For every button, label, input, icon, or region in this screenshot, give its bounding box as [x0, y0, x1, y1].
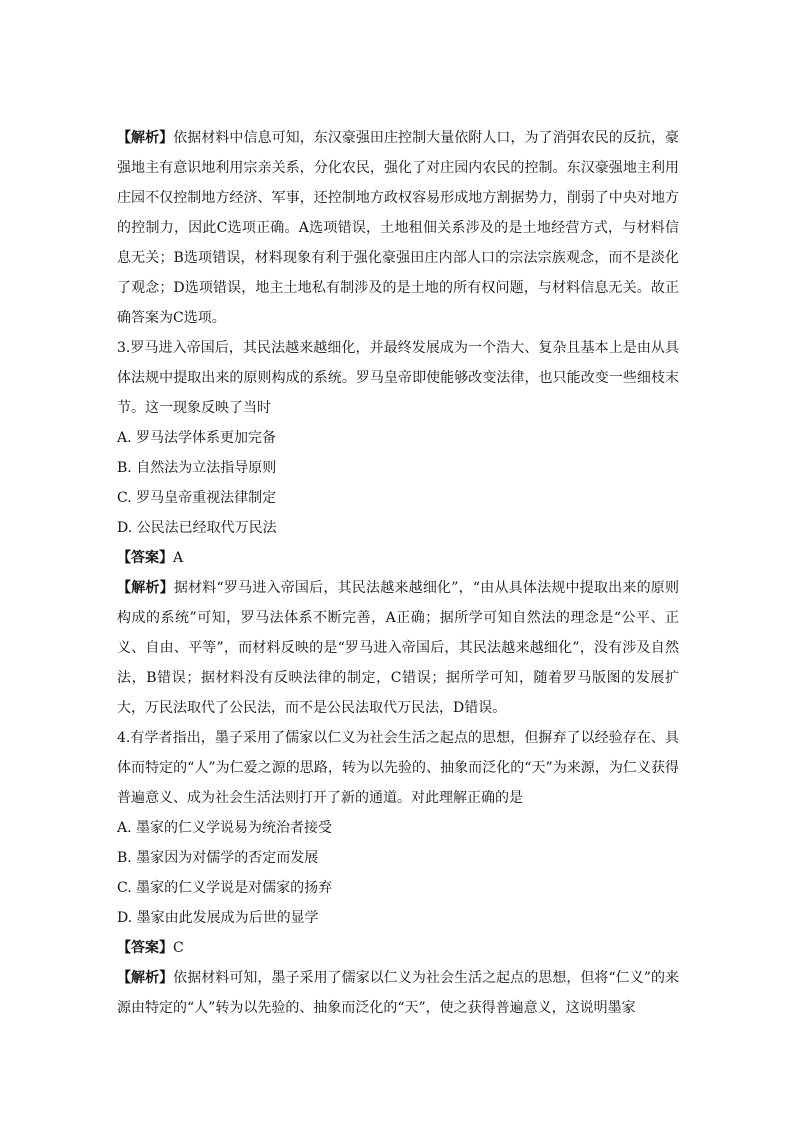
question-3-option-d: D. 公民法已经取代万民法: [117, 520, 277, 536]
analysis-text: 据材料“罗马进入帝国后，其民法越来越细化”，“由从具体法规中提取出来的原则构成的系统”可知，罗马法体系不断完善，A正确；据所学可知自然法的理念是“公平、正义、自由、平等”，而材料反映的是“罗马进入帝国后，其民法越来越细化”，没有涉及自然法，B错误；据材料没有反映法律的制定，C错误；据所学可知，随着罗马版图的发展扩大，万民法取代了公民法，而不是公民法取代万民法，D错误。: [117, 580, 679, 716]
analysis-label: 【解析】: [117, 130, 174, 146]
question-3-answer: [117, 543, 679, 573]
answer-value: A: [173, 550, 184, 566]
document-page: [117, 123, 679, 1023]
question-4-option-a: A. 墨家的仁义学说易为统治者接受: [117, 820, 333, 836]
question-4-stem: 4.有学者指出，墨子采用了儒家以仁义为社会生活之起点的思想，但摒弃了以经验存在、具体而特定的“人”为仁爱之源的思路，转为以先验的、抽象而泛化的“天”为来源，为仁义获得普遍意义、成为社会生活法则打开了新的通道。对此理解正确的是: [117, 730, 679, 806]
question-3-option-b: B. 自然法为立法指导原则: [117, 460, 277, 476]
question-3-option-c: C. 罗马皇帝重视法律制定: [117, 490, 277, 506]
question-4-option-d: D. 墨家由此发展成为后世的显学: [117, 910, 319, 926]
answer-value: C: [173, 940, 184, 956]
question-4-answer: [117, 933, 679, 963]
analysis-text: 依据材料可知，墨子采用了儒家以仁义为社会生活之起点的思想，但将“仁义”的来源由特定的“人”转为以先验的、抽象而泛化的“天”，使之获得普遍意义，这说明墨家: [117, 970, 680, 1016]
question-4-analysis: [117, 963, 679, 1023]
analysis-label: 【解析】: [117, 970, 174, 986]
question-3-option-a: A. 罗马法学体系更加完备: [117, 430, 277, 446]
analysis-label: 【解析】: [117, 580, 174, 596]
analysis-text: 依据材料中信息可知，东汉豪强田庄控制大量依附人口，为了消弭农民的反抗，豪强地主有意识地利用宗亲关系，分化农民，强化了对庄园内农民的控制。东汉豪强地主利用庄园不仅控制地方经济、军事，还控制地方政权容易形成地方割据势力，削弱了中央对地方的控制力，因此C选项正确。A选项错误，土地租佃关系涉及的是土地经营方式，与材料信息无关；B选项错误，材料现象有利于强化豪强田庄内部人口的宗法宗族观念，而不是淡化了观念；D选项错误，地主土地私有制涉及的是土地的所有权问题，与材料信息无关。故正确答案为C选项。: [117, 130, 680, 326]
answer-label: 【答案】: [117, 550, 173, 566]
question-4-option-b: B. 墨家因为对儒学的否定而发展: [117, 850, 319, 866]
analysis-paragraph-q2: [117, 123, 679, 333]
answer-label: 【答案】: [117, 940, 173, 956]
question-3-stem: 3.罗马进入帝国后，其民法越来越细化，并最终发展成为一个浩大、复杂且基本上是由从具体法规中提取出来的原则构成的系统。罗马皇帝即使能够改变法律，也只能改变一些细枝末节。这一现象反映了当时: [117, 340, 679, 416]
question-3-analysis: [117, 573, 679, 723]
question-4-option-c: C. 墨家的仁义学说是对儒家的扬弃: [117, 880, 333, 896]
